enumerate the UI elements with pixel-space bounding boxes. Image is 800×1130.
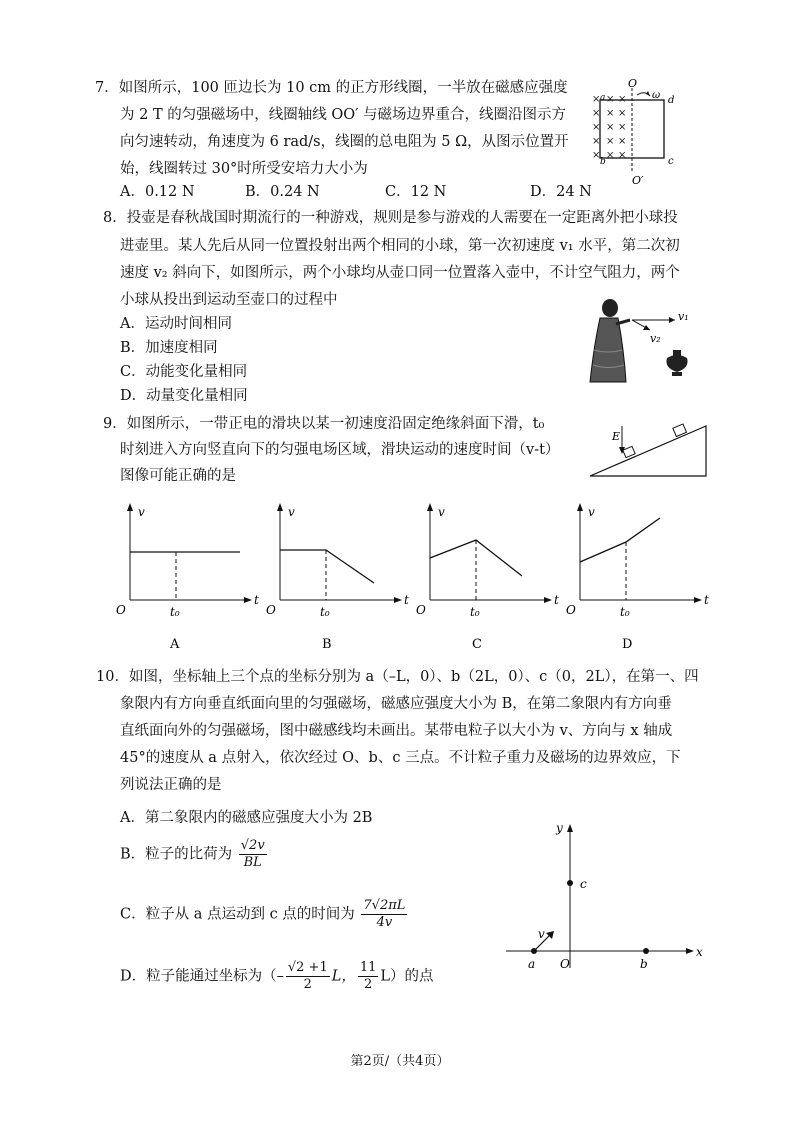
- q10-line-1: 10．如图，坐标轴上三个点的坐标分别为 a（–L，0）、b（2L，0）、c（0，2L），在第一、四: [96, 669, 699, 685]
- svg-text:v: v: [438, 505, 445, 519]
- q7-line-1: 7．如图所示，100 匝边长为 10 cm 的正方形线圈，一半放在磁感应强度: [95, 80, 568, 96]
- q10-line-5: 列说法正确的是: [120, 777, 222, 793]
- svg-text:t: t: [554, 593, 559, 607]
- q7-option-b: B．0.24 N: [245, 184, 320, 200]
- point-c: [567, 880, 573, 886]
- q7-option-c: C．12 N: [385, 184, 447, 200]
- q10-option-b: B．粒子的比荷为 $\frac{√2v}{BL}$: [120, 838, 265, 870]
- svg-text:O′: O′: [632, 174, 644, 187]
- svg-text:O: O: [560, 957, 570, 971]
- svg-text:O: O: [416, 603, 426, 617]
- svg-text:c: c: [668, 156, 674, 167]
- svg-text:t: t: [704, 593, 709, 607]
- q10-line-3: 直纸面向外的匀强磁场，图中磁感线均未画出。某带电粒子以大小为 v、方向与 x 轴成: [120, 723, 673, 739]
- svg-text:c: c: [580, 877, 587, 891]
- svg-text:y: y: [556, 821, 563, 835]
- vt-curve: [580, 518, 660, 562]
- svg-text:×: ×: [606, 108, 615, 119]
- svg-text:a: a: [600, 93, 606, 103]
- q7-line-3: 向匀速转动，角速度为 6 rad/s，线圈的总电阻为 5 Ω，从图示位置开: [120, 134, 569, 150]
- q10-option-c: C．粒子从 a 点运动到 c 点的时间为 $\frac{7√2\pi L}{4v}$: [120, 898, 406, 930]
- q7-coil-figure: [590, 78, 700, 190]
- svg-text:×: ×: [606, 136, 615, 147]
- svg-text:E: E: [612, 430, 621, 443]
- svg-text:A: A: [170, 637, 180, 652]
- q10-option-d: D．粒子能通过坐标为（– $\frac{√2 +1}{2}$ L， $\frac{11}{2}$ L）的点: [120, 960, 434, 992]
- svg-text:v: v: [588, 505, 595, 519]
- svg-text:O: O: [566, 603, 576, 617]
- svg-text:t₀: t₀: [320, 605, 330, 619]
- q8-option-c: C．动能变化量相同: [120, 364, 248, 380]
- svg-text:O: O: [266, 603, 276, 617]
- svg-text:v: v: [288, 505, 295, 519]
- svg-text:v₁: v₁: [678, 310, 689, 323]
- q9-line-3: 图像可能正确的是: [120, 468, 236, 484]
- q8-line-2: 进壶里。某人先后从同一位置投射出两个相同的小球，第一次初速度 v₁ 水平，第二次初: [120, 238, 680, 254]
- graph-c: [416, 503, 559, 652]
- q7-line-4: 始，线圈转过 30°时所受安培力大小为: [120, 161, 368, 177]
- svg-text:×: ×: [592, 136, 601, 147]
- q8-touhu-figure: [580, 290, 700, 390]
- svg-text:O: O: [116, 603, 126, 617]
- q8-line-1: 8．投壶是春秋战国时期流行的一种游戏，规则是参与游戏的人需要在一定距离外把小球投: [103, 210, 678, 226]
- svg-text:t: t: [404, 593, 409, 607]
- q10-option-a: A．第二象限内的磁感应强度大小为 2B: [120, 810, 373, 826]
- svg-text:b: b: [600, 157, 606, 167]
- q8-line-3: 速度 v₂ 斜向下，如图所示，两个小球均从壶口同一位置落入壶中，不计空气阻力，两个: [120, 265, 680, 281]
- svg-text:v: v: [138, 505, 145, 519]
- person-figure: [590, 299, 630, 382]
- svg-text:×: ×: [606, 94, 615, 105]
- svg-text:x: x: [696, 945, 703, 959]
- q7-option-a: A．0.12 N: [120, 184, 195, 200]
- svg-text:×: ×: [592, 108, 601, 119]
- svg-text:O: O: [628, 77, 638, 90]
- svg-text:t₀: t₀: [620, 605, 630, 619]
- svg-text:t₀: t₀: [470, 605, 480, 619]
- svg-text:D: D: [622, 637, 633, 652]
- svg-text:v: v: [538, 927, 545, 941]
- graph-b: [266, 503, 409, 652]
- pot-figure: [666, 350, 687, 376]
- svg-text:×: ×: [618, 150, 627, 161]
- vt-curve: [280, 550, 374, 583]
- q9-line-1: 9．如图所示，一带正电的滑块以某一初速度沿固定绝缘斜面下滑，t₀: [103, 416, 545, 432]
- q10-coordinate-figure: [500, 818, 710, 978]
- q8-option-d: D．动量变化量相同: [120, 388, 248, 404]
- svg-text:t: t: [254, 593, 259, 607]
- q7-option-d: D．24 N: [530, 184, 592, 200]
- q9-line-2: 时刻进入方向竖直向下的匀强电场区域，滑块运动的速度时间（v-t）: [120, 442, 560, 458]
- svg-text:×: ×: [618, 136, 627, 147]
- svg-text:a: a: [528, 957, 536, 971]
- fraction-b: $\frac{√2v}{BL}$: [240, 838, 265, 870]
- q7-line-2: 为 2 T 的匀强磁场中，线圈轴线 OO′ 与磁场边界重合，线圈沿图示方: [120, 107, 567, 123]
- q8-option-b: B．加速度相同: [120, 340, 218, 356]
- fraction-d1: $\frac{√2 +1}{2}$: [287, 960, 328, 992]
- svg-text:×: ×: [592, 122, 601, 133]
- q8-option-a: A．运动时间相同: [120, 316, 232, 332]
- q10-line-2: 象限内有方向垂直纸面向里的匀强磁场，磁感应强度大小为 B，在第二象限内有方向垂: [120, 696, 672, 712]
- svg-text:d: d: [668, 95, 675, 106]
- svg-text:b: b: [640, 957, 648, 971]
- svg-text:ω: ω: [652, 90, 661, 101]
- svg-text:×: ×: [606, 150, 615, 161]
- svg-text:×: ×: [606, 122, 615, 133]
- svg-text:×: ×: [592, 150, 601, 161]
- svg-text:×: ×: [592, 94, 601, 105]
- q10-line-4: 45°的速度从 a 点射入，依次经过 O、b、c 三点。不计粒子重力及磁场的边界效应，下: [120, 750, 681, 766]
- q9-incline-figure: [588, 418, 710, 480]
- q8-line-4: 小球从投出到运动至壶口的过程中: [120, 292, 338, 308]
- graph-d: [566, 503, 709, 652]
- page-footer: 第2页/（共4页）: [350, 1054, 450, 1069]
- fraction-d2: $\frac{11}{2}$: [359, 960, 377, 992]
- q9-vt-graphs: [110, 500, 720, 665]
- magnetic-field-crosses: [592, 94, 626, 161]
- svg-text:×: ×: [618, 94, 627, 105]
- svg-text:C: C: [472, 637, 482, 652]
- svg-text:v₂: v₂: [650, 332, 661, 345]
- point-b: [643, 948, 649, 954]
- svg-text:t₀: t₀: [170, 605, 180, 619]
- graph-a: [116, 503, 259, 652]
- svg-text:×: ×: [618, 122, 627, 133]
- svg-text:×: ×: [618, 108, 627, 119]
- svg-text:B: B: [322, 637, 332, 652]
- fraction-c: $\frac{7√2\pi L}{4v}$: [363, 898, 406, 930]
